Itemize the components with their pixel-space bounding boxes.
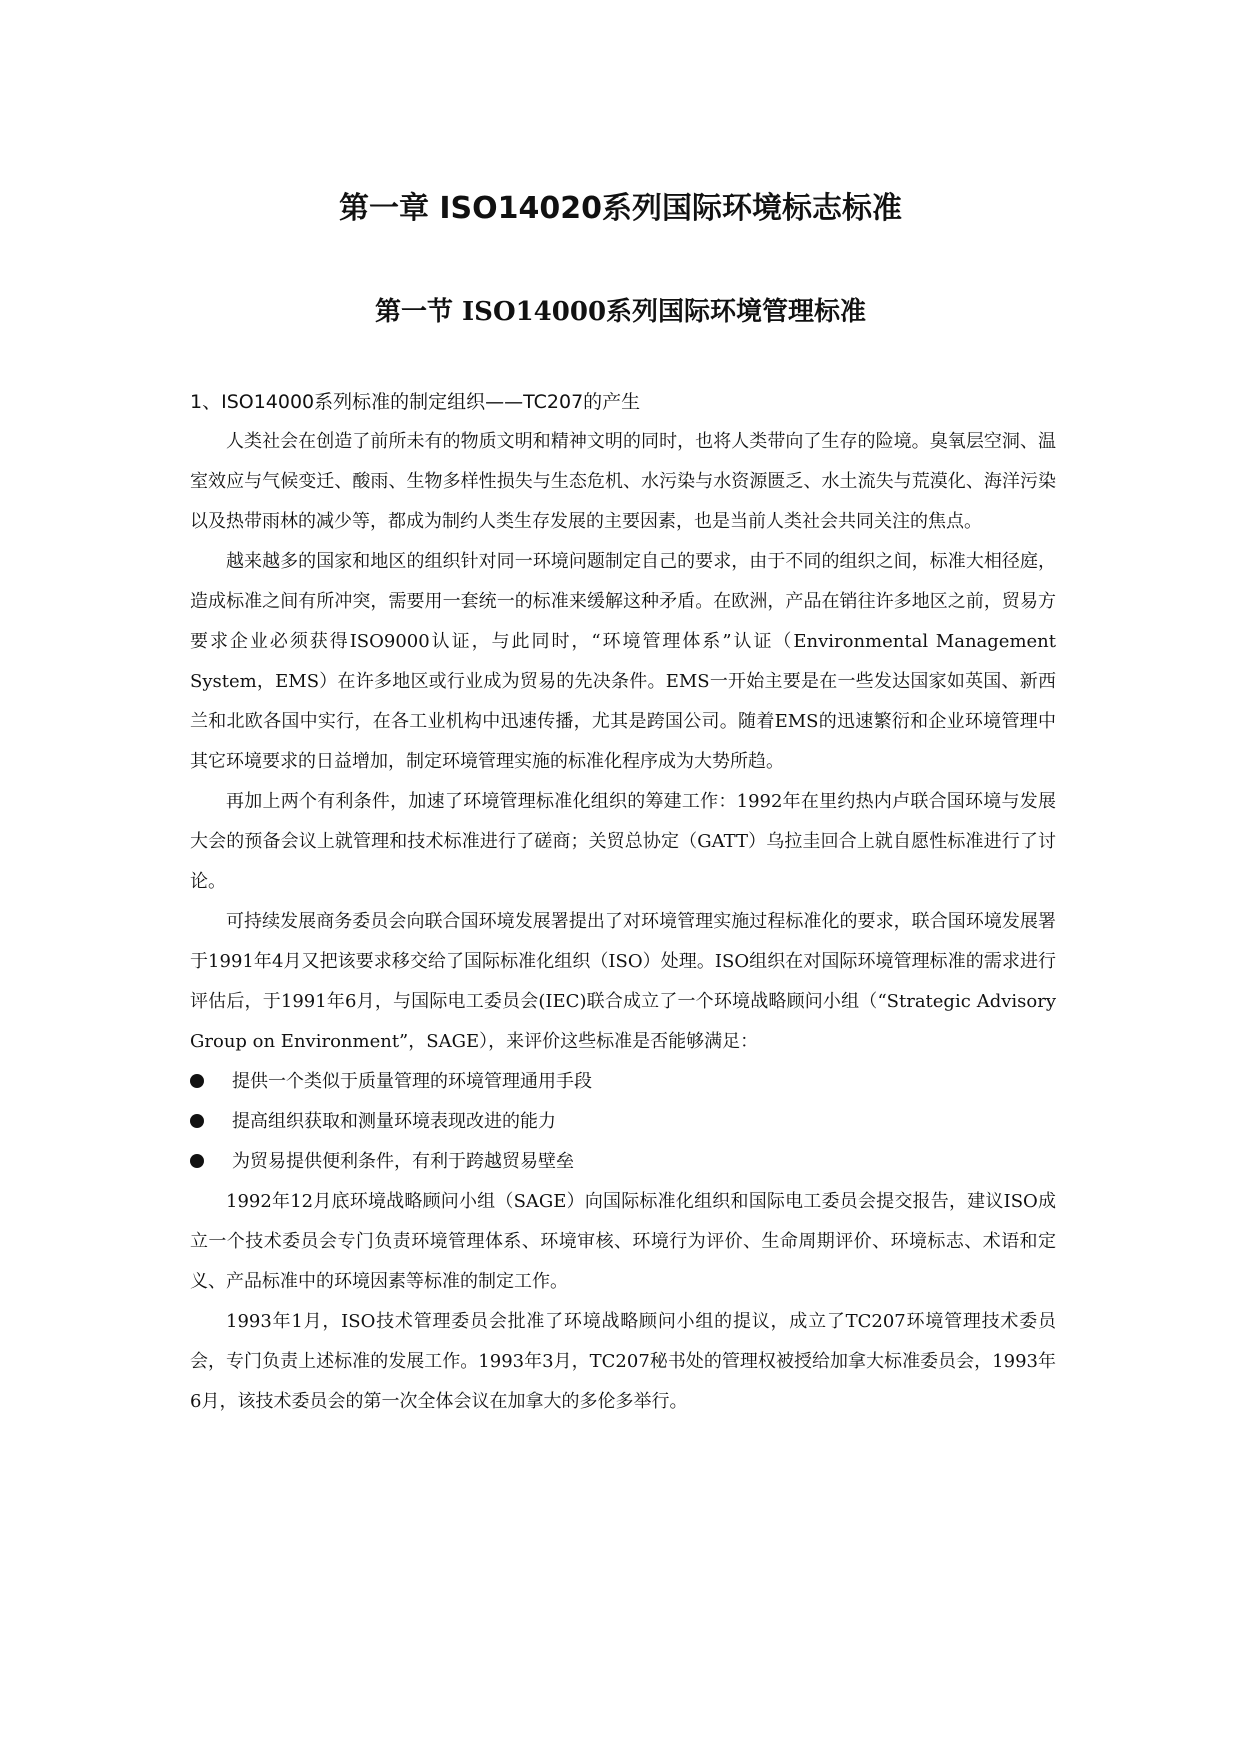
bullet-list <box>190 1062 1056 1182</box>
paragraph: 1993年1月，ISO技术管理委员会批准了环境战略顾问小组的提议，成立了TC207环境管理技术委员会，专门负责上述标准的发展工作。1993年3月，TC207秘书处的管理权被授给加拿大标准委员会，1993年6月，该技术委员会的第一次全体会议在加拿大的多伦多举行。 <box>190 1311 1056 1412</box>
bullet-icon <box>190 1154 204 1168</box>
section-title: 第一节 ISO14000系列国际环境管理标准 <box>374 297 867 327</box>
document-body <box>190 385 1056 1422</box>
bullet-item <box>190 1062 1056 1102</box>
bullet-icon <box>190 1114 204 1128</box>
paragraph: 可持续发展商务委员会向联合国环境发展署提出了对环境管理实施过程标准化的要求，联合国环境发展署于1991年4月又把该要求移交给了国际标准化组织（ISO）处理。ISO组织在对国际环境管理标准的需求进行评估后，于1991年6月，与国际电工委员会(IEC)联合成立了一个环境战略顾问小组（“Strategic Advisory Group on Environment”，SAGE），来评价这些标准是否能够满足： <box>190 911 1056 1052</box>
bullet-item <box>190 1102 1056 1142</box>
paragraph: 1992年12月底环境战略顾问小组（SAGE）向国际标准化组织和国际电工委员会提交报告，建议ISO成立一个技术委员会专门负责环境管理体系、环境审核、环境行为评价、生命周期评价、环境标志、术语和定义、产品标准中的环境因素等标准的制定工作。 <box>190 1191 1056 1292</box>
chapter-title: 第一章 ISO14020系列国际环境标志标准 <box>338 191 903 226</box>
bullet-text: 提供一个类似于质量管理的环境管理通用手段 <box>232 1071 592 1092</box>
bullet-text: 提高组织获取和测量环境表现改进的能力 <box>232 1111 556 1132</box>
paragraph: 人类社会在创造了前所未有的物质文明和精神文明的同时，也将人类带向了生存的险境。臭氧层空洞、温室效应与气候变迁、酸雨、生物多样性损失与生态危机、水污染与水资源匮乏、水土流失与荒漠化、海洋污染以及热带雨林的减少等，都成为制约人类生存发展的主要因素，也是当前人类社会共同关注的焦点。 <box>190 431 1056 532</box>
bullet-text: 为贸易提供便利条件，有利于跨越贸易壁垒 <box>232 1151 574 1172</box>
paragraph: 再加上两个有利条件，加速了环境管理标准化组织的筹建工作：1992年在里约热内卢联合国环境与发展大会的预备会议上就管理和技术标准进行了磋商；关贸总协定（GATT）乌拉圭回合上就自愿性标准进行了讨论。 <box>190 791 1056 892</box>
paragraph: 越来越多的国家和地区的组织针对同一环境问题制定自己的要求，由于不同的组织之间，标准大相径庭，造成标准之间有所冲突，需要用一套统一的标准来缓解这种矛盾。在欧洲，产品在销往许多地区之前，贸易方要求企业必须获得ISO9000认证，与此同时，“环境管理体系”认证（Environmental Management System，EMS）在许多地区或行业成为贸易的先决条件。EMS一开始主要是在一些发达国家如英国、新西兰和北欧各国中实行，在各工业机构中迅速传播，尤其是跨国公司。随着EMS的迅速繁衍和企业环境管理中其它环境要求的日益增加，制定环境管理实施的标准化程序成为大势所趋。 <box>190 551 1056 772</box>
bullet-item <box>190 1142 1056 1182</box>
subheading: 1、ISO14000系列标准的制定组织——TC207的产生 <box>190 391 641 413</box>
bullet-icon <box>190 1074 204 1088</box>
